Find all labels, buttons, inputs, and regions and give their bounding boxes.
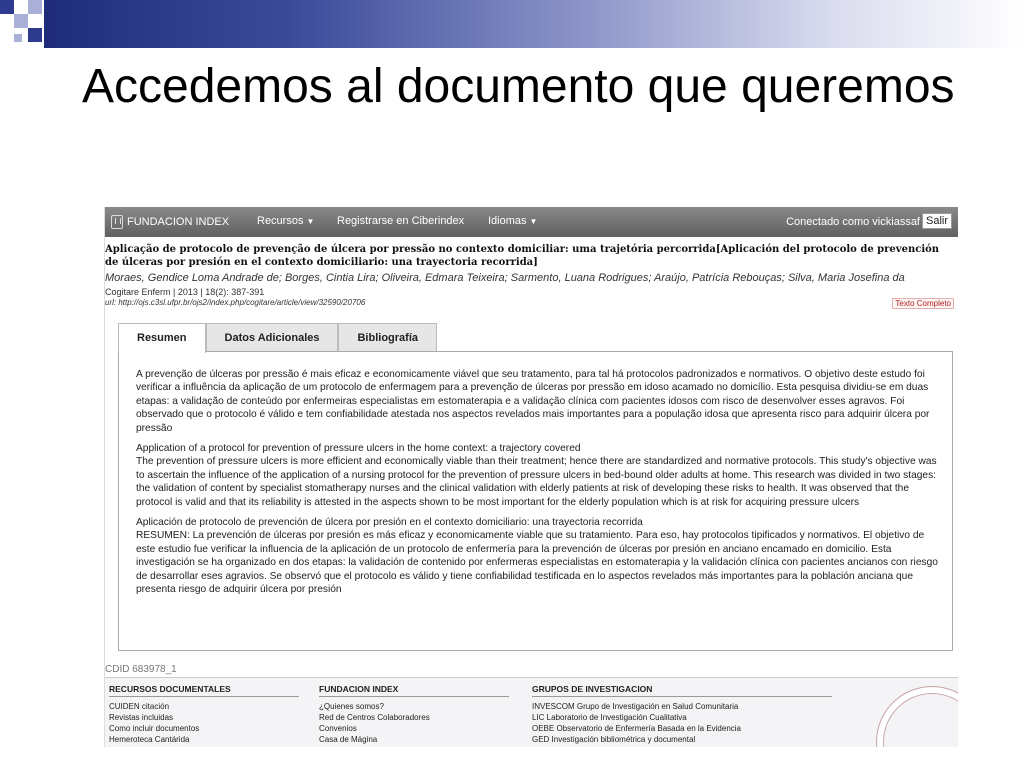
brand-label: FUNDACION INDEX (127, 216, 230, 228)
page-footer (105, 677, 958, 747)
abstract-spanish-title: Aplicación de protocolo de prevención de úlcera por presión en el contexto domiciliario: una trayectoria recorrida (136, 517, 643, 529)
footer-link[interactable]: Casa de Mágina (319, 735, 378, 744)
document-journal: Cogitare Enferm | 2013 | 18(2): 387-391 (105, 287, 265, 297)
top-navigation-bar (105, 207, 958, 237)
footer-heading: RECURSOS DOCUMENTALES (109, 684, 299, 697)
cdid-label: CDID 683978_1 (105, 664, 177, 675)
embedded-screenshot (104, 207, 958, 747)
nav-registrarse[interactable] (337, 215, 464, 227)
slide-title: Accedemos al documento que queremos (82, 60, 955, 113)
footer-link[interactable]: Convenios (319, 724, 357, 733)
footer-link[interactable]: GED Investigación bibliométrica y documental (532, 735, 696, 744)
footer-column-fundacion (319, 684, 509, 745)
nav-recursos-label: Recursos (257, 215, 304, 227)
footer-heading: GRUPOS DE INVESTIGACION (532, 684, 832, 697)
abstract-english: The prevention of pressure ulcers is more efficient and economically viable than their treatment; hence there are standardized and normative protocols. This study's objective was to ascertain the influence of the application of a nursing protocol for the prevention of pressure ulcers in bed-bound older adults at home. This research was divided in two stages: the validation of content by specialist stomatherapy nurses and the clinical validation with elderly patients at risk of developing these risks to health. It was observed that the protocol is valid and that its reliability is attested in the aspects shown to be most important for the elderly population which is at risk for acquiring pressure ulcers (136, 456, 937, 508)
abstract-english-title: Application of a protocol for prevention of pressure ulcers in the home context: a trajectory covered (136, 443, 581, 455)
document-authors: Moraes, Gendice Loma Andrade de; Borges, Cintia Lira; Oliveira, Edmara Teixeira; Sarmento, Luana Rodrigues; Araújo, Patrícia Rebouças; Silva, Maria Josefina da (105, 272, 905, 284)
footer-link[interactable]: Hemeroteca Cantárida (109, 735, 190, 744)
footer-link[interactable]: LIC Laboratorio de Investigación Cualitativa (532, 713, 687, 722)
logout-button[interactable]: Salir (922, 213, 952, 229)
tab-bibliografia[interactable]: Bibliografía (338, 323, 437, 352)
title-gradient-bar (44, 0, 1024, 48)
fundacion-logo-icon (111, 215, 123, 229)
document-title: Aplicação de protocolo de prevenção de úlcera por pressão no contexto domiciliar: uma trajetória percorrida[Aplicación del protocolo de prevención de úlceras por presión en el contexto domiciliario: una trayectoria recorrida] (105, 244, 940, 268)
tab-datos-adicionales[interactable]: Datos Adicionales (206, 323, 339, 352)
tab-panel (118, 351, 953, 651)
full-text-button[interactable]: Texto Completo (892, 298, 954, 309)
footer-link[interactable]: Revistas incluidas (109, 713, 174, 722)
footer-link[interactable]: OEBE Observatorio de Enfermería Basada en la Evidencia (532, 724, 741, 733)
university-seal-icon (876, 686, 958, 747)
dropdown-arrow-icon: ▼ (529, 216, 538, 226)
footer-column-recursos (109, 684, 299, 745)
footer-link[interactable]: CUIDEN citación (109, 702, 170, 711)
brand[interactable] (111, 215, 229, 229)
tab-resumen[interactable]: Resumen (118, 323, 206, 353)
footer-column-grupos (532, 684, 832, 745)
nav-registrarse-label: Registrarse en Ciberindex (337, 215, 465, 227)
connected-user: Conectado como vickiassaf (786, 216, 920, 228)
document-url[interactable]: url: http://ojs.c3sl.ufpr.br/ojs2/index.php/cogitare/article/view/32590/20706 (105, 298, 366, 307)
footer-link[interactable]: Red de Centros Colaboradores (319, 713, 430, 722)
footer-link[interactable]: Como incluir documentos (109, 724, 200, 733)
nav-recursos[interactable] (257, 215, 314, 227)
footer-link[interactable]: INVESCOM Grupo de Investigación en Salud Comunitaria (532, 702, 739, 711)
abstract-tabs (118, 320, 953, 650)
footer-heading: FUNDACION INDEX (319, 684, 509, 697)
dropdown-arrow-icon: ▼ (306, 216, 315, 226)
footer-link[interactable]: ¿Quienes somos? (319, 702, 384, 711)
nav-idiomas-label: Idiomas (488, 215, 527, 227)
nav-idiomas[interactable] (488, 215, 537, 227)
abstract-text (136, 368, 941, 604)
abstract-spanish: RESUMEN: La prevención de úlceras por presión es más eficaz y economicamente viable que su tratamiento. Para eso, hay protocolos tipificados y normativos. El objetivo de este estudio fue verificar la influencia de la aplicación de un protocolo de enfermería para la prevención de úlceras por presión en anciano encamado en domicilio. Esta investigación se ha organizado en dos etapas: la validación de contenido por enfermeras especialistas en estomaterapia y la validación clínica con pacientes ancianos con riesgo de desarrollar eses agravios. Se observó que el protocolo es válido y tiene confiabilidad testificada en lo aspectos revelados más importantes para la población anciana que presenta riesgo de adquirir úlcera por presión (136, 530, 938, 596)
abstract-portuguese: A prevenção de úlceras por pressão é mais eficaz e economicamente viável que seu tratamento, para tal há protocolos padronizados e normativos. O objetivo deste estudo foi verificar a influência da aplicação de um protocolo de enfermagem para a prevenção de úlceras por pressão em idoso acamado no domicílio. Esta pesquisa dividiu-se em duas etapas: a validação de conteúdo por enfermeiras especialistas em estomaterapia e a validação clínica com pacientes idosos com risco de desenvolver esses agravos. Foi observado que o protocolo é válido e tem confiabilidade atestada nos aspectos revelados mais importantes para a população idosa que apresenta risco para adquirir úlcera por pressão (136, 369, 930, 434)
